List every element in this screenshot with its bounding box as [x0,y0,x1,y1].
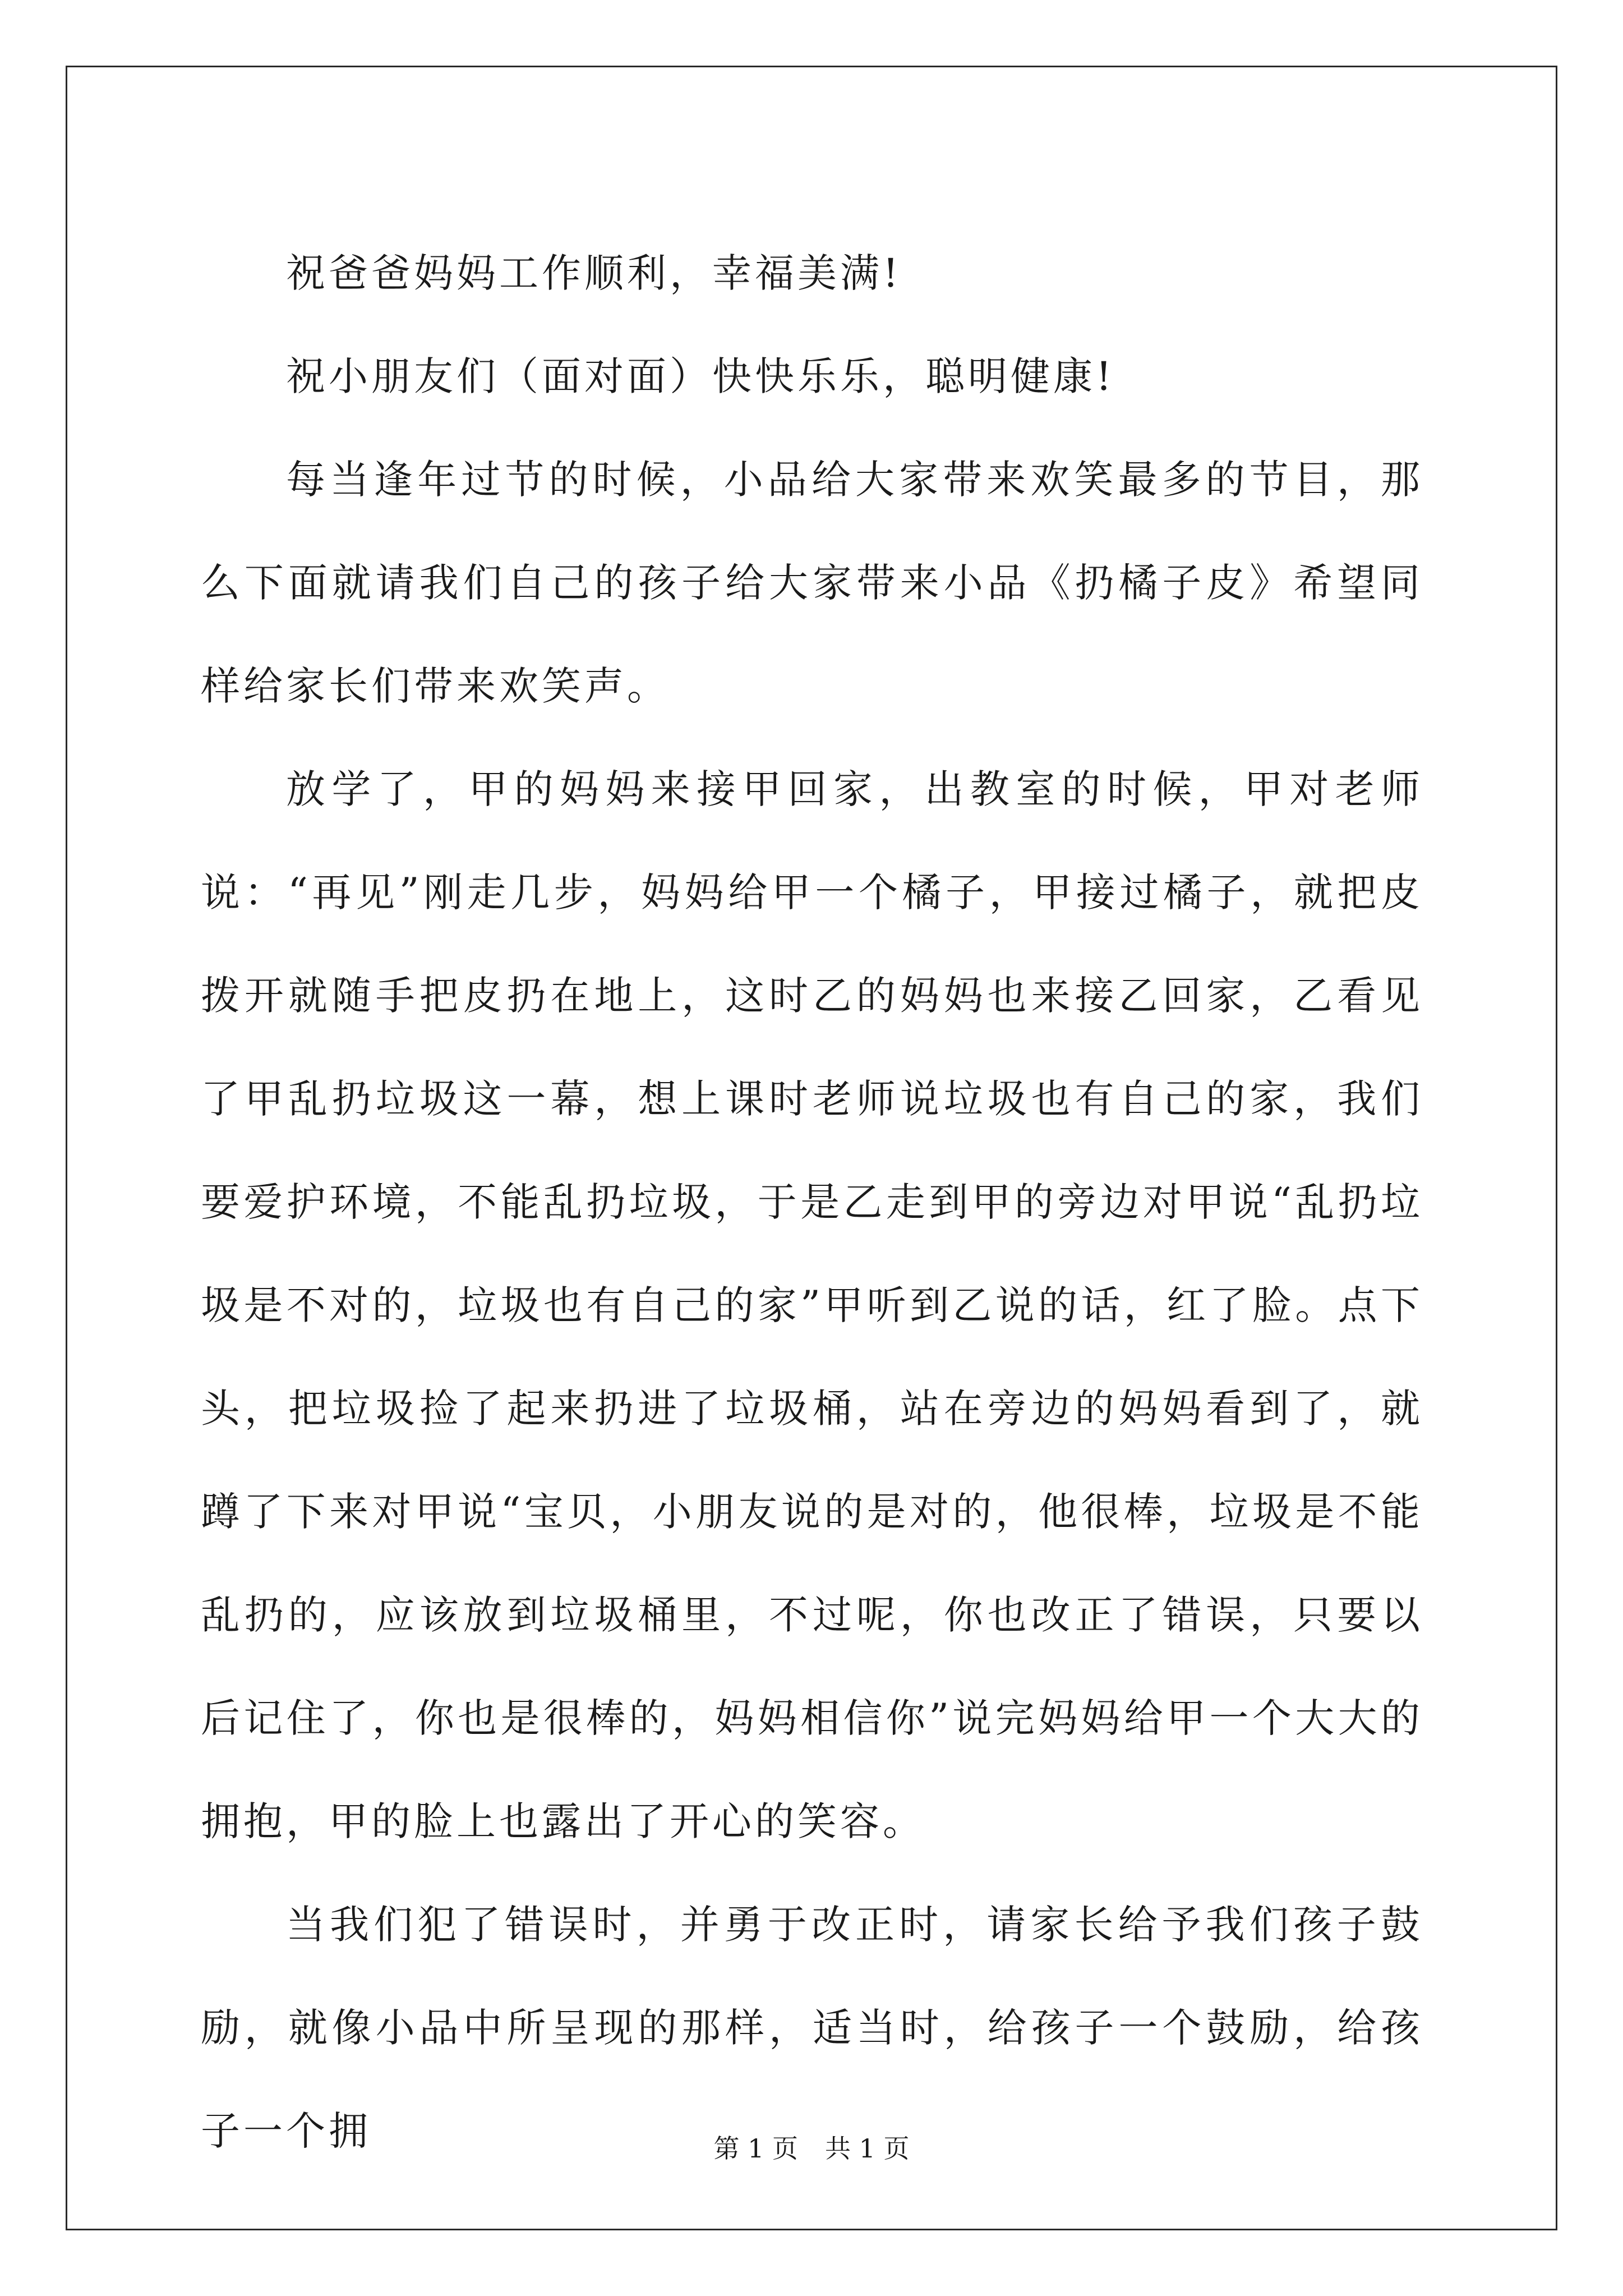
paragraph-skit-story: 放学了，甲的妈妈来接甲回家，出教室的时候，甲对老师说：“再见”刚走几步，妈妈给甲一个橘子，甲接过橘子，就把皮拨开就随手把皮扔在地上，这时乙的妈妈也来接乙回家，乙看见了甲乱扔垃圾这一幕，想上课时老师说垃圾也有自己的家，我们要爱护环境，不能乱扔垃圾，于是乙走到甲的旁边对甲说“乱扔垃圾是不对的，垃圾也有自己的家”甲听到乙说的话，红了脸。点下头，把垃圾捡了起来扔进了垃圾桶，站在旁边的妈妈看到了，就蹲了下来对甲说“宝贝，小朋友说的是对的，他很棒，垃圾是不能乱扔的，应该放到垃圾桶里，不过呢，你也改正了错误，只要以后记住了，你也是很棒的，妈妈相信你”说完妈妈给甲一个大大的拥抱，甲的脸上也露出了开心的笑容。 [201,766,1423,1844]
page-footer [0,2132,1623,2165]
paragraph-conclusion: 当我们犯了错误时，并勇于改正时，请家长给予我们孩子鼓励，就像小品中所呈现的那样，适当时，给孩子一个鼓励，给孩子一个拥 [201,1902,1423,2154]
page-number-current: 第 1 页 [713,2133,798,2164]
page-number-total: 共 1 页 [825,2133,910,2164]
paragraph-greeting-parents: 祝爸爸妈妈工作顺利，幸福美满! [286,250,902,296]
paragraph-skit-intro: 每当逢年过节的时候，小品给大家带来欢笑最多的节目，那么下面就请我们自己的孩子给大家带来小品《扔橘子皮》希望同样给家长们带来欢笑声。 [201,457,1423,709]
paragraph-greeting-children: 祝小朋友们（面对面）快快乐乐，聪明健康! [286,353,1115,399]
document-body [201,222,1423,2183]
